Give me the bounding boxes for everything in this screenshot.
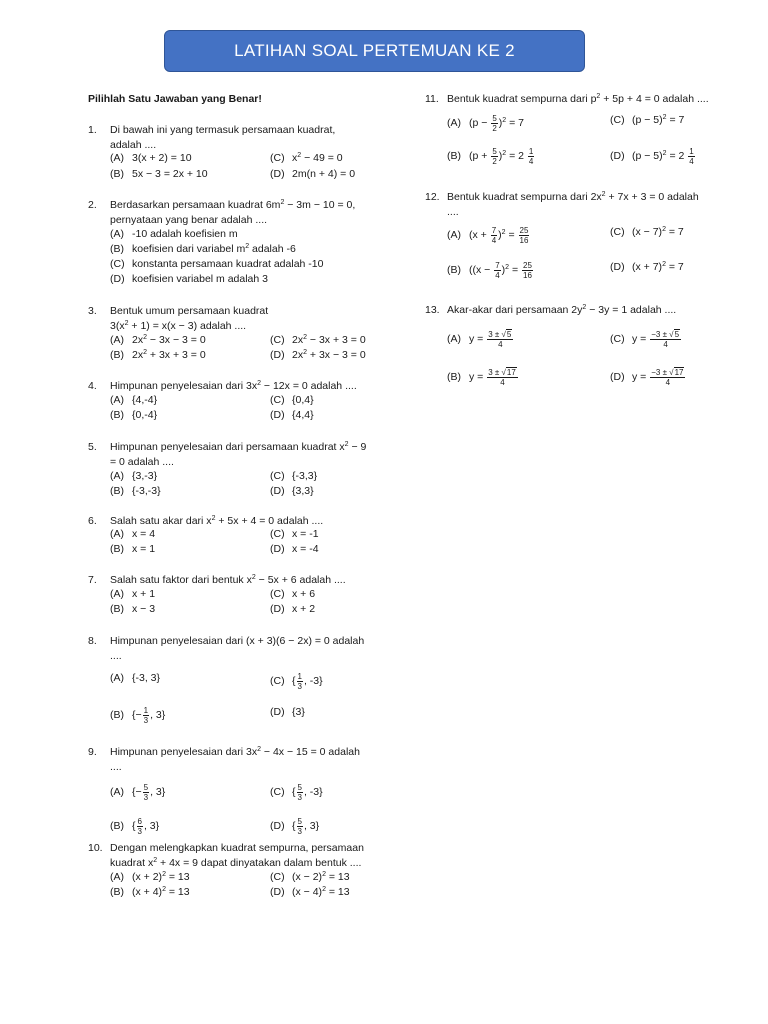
- option-text: x + 1: [132, 588, 156, 600]
- option-text: $2x^2 + 3x + 3 = 0$: [132, 349, 206, 361]
- option-label: (A): [110, 470, 124, 482]
- question-stem-line: pernyataan yang benar adalah ....: [110, 214, 268, 226]
- question-stem-line: = 0 adalah ....: [110, 456, 174, 468]
- answer-option: [270, 152, 343, 164]
- answer-option: [270, 783, 323, 802]
- question-number: 7.: [88, 574, 97, 586]
- option-label: (B): [447, 371, 461, 384]
- option-label: (D): [610, 150, 625, 163]
- question-number: 5.: [88, 441, 97, 453]
- option-label: (C): [270, 470, 285, 482]
- answer-option: [270, 394, 314, 406]
- option-text: ((x − $\frac{7}{4}$ )$^2$ = $\frac{25}{16}$: [469, 261, 532, 280]
- answer-option: [110, 603, 155, 615]
- answer-option: [270, 871, 350, 883]
- option-label: (D): [610, 371, 625, 384]
- option-label: (C): [270, 334, 285, 346]
- option-label: (A): [110, 672, 124, 684]
- answer-option: [270, 603, 315, 615]
- answer-option: [270, 706, 305, 718]
- option-text: x + 2: [292, 603, 316, 615]
- option-label: (D): [270, 349, 285, 361]
- answer-option: [110, 706, 165, 725]
- option-label: (A): [110, 152, 124, 164]
- option-label: (D): [110, 273, 125, 285]
- answer-option: [110, 258, 323, 270]
- page-title: LATIHAN SOAL PERTEMUAN KE 2: [234, 41, 515, 60]
- answer-option: [110, 871, 190, 883]
- option-label: (B): [110, 543, 124, 555]
- option-label: (A): [447, 333, 461, 346]
- answer-option: [447, 368, 519, 387]
- question-stem: [110, 198, 355, 228]
- answer-option: [110, 528, 155, 540]
- option-text: {4,4}: [292, 409, 314, 421]
- question-stem-line: Bentuk kuadrat sempurna dari $p^2 + 5p + 4 = 0$ adalah ....: [447, 93, 709, 105]
- answer-option: [270, 672, 323, 691]
- answer-option: [110, 152, 192, 164]
- option-text: $(x - 2)^2 = 13$: [292, 871, 350, 883]
- answer-option: [447, 261, 534, 280]
- option-text: $(x - 7)^2 = 7$: [632, 226, 684, 238]
- option-label: (A): [110, 394, 124, 406]
- question-stem: [447, 303, 676, 318]
- option-label: (C): [110, 258, 125, 270]
- question-stem-line: Salah satu akar dari $x^2 + 5x + 4 = 0$ adalah ....: [110, 515, 324, 527]
- option-label: (B): [110, 603, 124, 615]
- option-text: {4,-4}: [132, 394, 158, 406]
- option-text: -10 adalah koefisien m: [132, 228, 238, 240]
- option-text: x = 4: [132, 528, 156, 540]
- option-label: (D): [270, 168, 285, 180]
- question-stem-line: Bentuk kuadrat sempurna dari $2x^2 + 7x + 3 = 0$ adalah: [447, 191, 699, 203]
- option-text: { $\frac{6}{3}$ , 3}: [132, 817, 160, 836]
- answer-option: [110, 228, 238, 240]
- option-text: $2x^2 + 3x - 3 = 0$: [292, 349, 366, 361]
- answer-option: [610, 147, 696, 166]
- option-label: (B): [110, 485, 124, 497]
- answer-option: [447, 114, 524, 133]
- answer-option: [110, 409, 157, 421]
- option-text: $(p - 5)^2 = 7$: [632, 114, 685, 126]
- option-text: konstanta persamaan kuadrat adalah -10: [132, 258, 324, 270]
- question-stem: [110, 841, 364, 871]
- option-text: y = $\frac{-3 \pm √5}{4}$: [632, 330, 680, 349]
- answer-option: [447, 226, 530, 245]
- option-label: (A): [110, 228, 124, 240]
- answer-option: [110, 273, 268, 285]
- option-text: $2x^2 - 3x - 3 = 0$: [132, 334, 206, 346]
- answer-option: [447, 330, 514, 349]
- option-text: {0,-4}: [132, 409, 158, 421]
- question-stem: [110, 304, 268, 334]
- option-label: (D): [270, 603, 285, 615]
- question-stem-line: Himpunan penyelesaian dari (x + 3)(6 − 2x) = 0 adalah: [110, 635, 365, 647]
- option-text: 2m(n + 4) = 0: [292, 168, 356, 180]
- option-label: (C): [610, 226, 625, 238]
- option-text: y = $\frac{-3 \pm √17}{4}$: [632, 368, 684, 387]
- question-stem: [110, 634, 364, 664]
- option-text: 3(x + 2) = 10: [132, 152, 192, 164]
- option-text: $2x^2 - 3x + 3 = 0$: [292, 334, 366, 346]
- option-text: koefisien variabel m adalah 3: [132, 273, 268, 285]
- answer-option: [610, 114, 684, 126]
- answer-option: [270, 886, 350, 898]
- option-text: { $\frac{5}{3}$ , -3}: [292, 783, 323, 802]
- option-text: {-3,-3}: [132, 485, 161, 497]
- option-label: (B): [110, 820, 124, 833]
- answer-option: [270, 588, 315, 600]
- option-label: (A): [447, 229, 461, 242]
- option-label: (C): [610, 333, 625, 346]
- answer-option: [110, 394, 157, 406]
- option-text: (p + $\frac{5}{2}$ )$^2$ = 2 $\frac{1}{4}$: [469, 147, 534, 166]
- option-label: (D): [270, 543, 285, 555]
- answer-option: [270, 349, 366, 361]
- option-text: {-3, 3}: [132, 672, 161, 684]
- option-label: (D): [270, 485, 285, 497]
- option-label: (C): [610, 114, 625, 126]
- option-label: (C): [270, 588, 285, 600]
- instruction-text: Pilihlah Satu Jawaban yang Benar!: [88, 93, 262, 105]
- option-label: (A): [110, 334, 124, 346]
- option-text: 5x − 3 = 2x + 10: [132, 168, 208, 180]
- question-number: 4.: [88, 380, 97, 392]
- option-text: (x + $\frac{7}{4}$ )$^2$ = $\frac{25}{16}$: [469, 226, 529, 245]
- question-number: 13.: [425, 304, 440, 316]
- option-text: x + 6: [292, 588, 316, 600]
- question-stem: [110, 573, 346, 588]
- answer-option: [610, 226, 684, 238]
- answer-option: [110, 543, 155, 555]
- option-text: {− $\frac{5}{3}$ , 3}: [132, 783, 166, 802]
- question-number: 10.: [88, 842, 103, 854]
- answer-option: [110, 588, 155, 600]
- option-text: {3}: [292, 706, 305, 718]
- option-label: (C): [270, 675, 285, 688]
- question-stem-line: kuadrat $x^2 + 4x = 9$ dapat dinyatakan dalam bentuk ....: [110, 857, 362, 869]
- question-stem: [110, 440, 366, 470]
- option-text: x = 1: [132, 543, 156, 555]
- option-text: $x^2 - 49 = 0$: [292, 152, 343, 164]
- option-text: {0,4}: [292, 394, 314, 406]
- answer-option: [110, 672, 160, 684]
- option-label: (B): [110, 168, 124, 180]
- question-stem: [110, 123, 335, 153]
- answer-option: [110, 886, 190, 898]
- question-stem-line: ....: [110, 650, 122, 662]
- option-label: (A): [110, 786, 124, 799]
- answer-option: [610, 368, 686, 387]
- question-stem-line: Akar-akar dari persamaan $2y^2 - 3y = 1$ adalah ....: [447, 304, 677, 316]
- page-title-banner: [164, 30, 585, 72]
- option-label: (D): [270, 820, 285, 833]
- question-stem: [447, 92, 709, 107]
- question-number: 1.: [88, 124, 97, 136]
- question-stem-line: Himpunan penyelesaian dari $3x^2 - 4x - 15 = 0$ adalah: [110, 746, 360, 758]
- option-text: {3,-3}: [132, 470, 158, 482]
- question-stem-line: ....: [110, 761, 122, 773]
- question-stem-line: adalah ....: [110, 139, 157, 151]
- answer-option: [270, 528, 319, 540]
- question-number: 8.: [88, 635, 97, 647]
- option-text: {-3,3}: [292, 470, 318, 482]
- question-stem-line: Dengan melengkapkan kuadrat sempurna, persamaan: [110, 842, 364, 854]
- option-label: (C): [270, 786, 285, 799]
- option-label: (D): [270, 706, 285, 718]
- question-number: 2.: [88, 199, 97, 211]
- option-label: (B): [110, 409, 124, 421]
- option-label: (A): [110, 588, 124, 600]
- option-text: y = $\frac{3 \pm √5}{4}$: [469, 330, 512, 349]
- answer-option: [610, 261, 684, 273]
- answer-option: [110, 168, 208, 180]
- question-number: 6.: [88, 515, 97, 527]
- answer-option: [270, 470, 317, 482]
- option-text: {− $\frac{1}{3}$ , 3}: [132, 706, 166, 725]
- option-text: koefisien dari variabel $m^2$ adalah -6: [132, 243, 296, 255]
- question-stem-line: $3(x^2 + 1) = x(x - 3)$ adalah ....: [110, 320, 247, 332]
- option-label: (C): [270, 152, 285, 164]
- option-text: $(x - 4)^2 = 13$: [292, 886, 350, 898]
- answer-option: [270, 168, 355, 180]
- question-number: 9.: [88, 746, 97, 758]
- option-text: x = -4: [292, 543, 319, 555]
- answer-option: [610, 330, 682, 349]
- option-label: (C): [270, 394, 285, 406]
- option-text: x = -1: [292, 528, 319, 540]
- answer-option: [270, 543, 319, 555]
- option-label: (B): [447, 264, 461, 277]
- question-stem-line: Berdasarkan persamaan kuadrat $6m^2 - 3m - 10 = 0$,: [110, 199, 356, 211]
- option-label: (B): [447, 150, 461, 163]
- option-label: (D): [270, 886, 285, 898]
- option-label: (B): [110, 709, 124, 722]
- answer-option: [270, 334, 366, 346]
- option-label: (C): [270, 871, 285, 883]
- answer-option: [110, 485, 161, 497]
- option-text: { $\frac{5}{3}$ , 3}: [292, 817, 320, 836]
- question-stem-line: Bentuk umum persamaan kuadrat: [110, 305, 269, 317]
- option-label: (B): [110, 349, 124, 361]
- question-number: 12.: [425, 191, 440, 203]
- option-label: (B): [110, 243, 124, 255]
- answer-option: [110, 243, 296, 255]
- option-text: $(p - 5)^2 = 2$ $\frac{1}{4}$: [632, 147, 694, 166]
- answer-option: [110, 470, 157, 482]
- option-text: $(x + 7)^2 = 7$: [632, 261, 684, 273]
- question-number: 11.: [425, 93, 439, 105]
- answer-option: [270, 485, 314, 497]
- question-stem-line: Himpunan penyelesaian dari $3x^2 - 12x = 0$ adalah ....: [110, 380, 357, 392]
- option-label: (A): [447, 117, 461, 130]
- question-stem-line: ....: [447, 206, 459, 218]
- question-stem-line: Salah satu faktor dari bentuk $x^2 - 5x + 6$ adalah ....: [110, 574, 346, 586]
- option-text: y = $\frac{3 \pm √17}{4}$: [469, 368, 516, 387]
- question-stem: [110, 745, 360, 775]
- option-text: $(x + 2)^2 = 13$: [132, 871, 190, 883]
- option-label: (B): [110, 886, 124, 898]
- answer-option: [110, 349, 206, 361]
- answer-option: [447, 147, 535, 166]
- option-label: (D): [270, 409, 285, 421]
- answer-option: [270, 817, 319, 836]
- option-text: {3,3}: [292, 485, 314, 497]
- option-text: $(x + 4)^2 = 13$: [132, 886, 190, 898]
- answer-option: [110, 783, 165, 802]
- option-text: x − 3: [132, 603, 156, 615]
- answer-option: [270, 409, 314, 421]
- option-text: (p − $\frac{5}{2}$ )$^2$ = 7: [469, 114, 524, 133]
- question-stem-line: Himpunan penyelesaian dari persamaan kuadrat $x^2 - 9$: [110, 441, 367, 453]
- question-stem: [447, 190, 699, 220]
- option-text: { $\frac{1}{3}$ , -3}: [292, 672, 323, 691]
- option-label: (D): [610, 261, 625, 273]
- question-stem: [110, 514, 323, 529]
- option-label: (A): [110, 528, 124, 540]
- answer-option: [110, 817, 159, 836]
- answer-option: [110, 334, 206, 346]
- option-label: (A): [110, 871, 124, 883]
- question-stem: [110, 379, 357, 394]
- option-label: (C): [270, 528, 285, 540]
- question-stem-line: Di bawah ini yang termasuk persamaan kuadrat,: [110, 124, 336, 136]
- question-number: 3.: [88, 305, 97, 317]
